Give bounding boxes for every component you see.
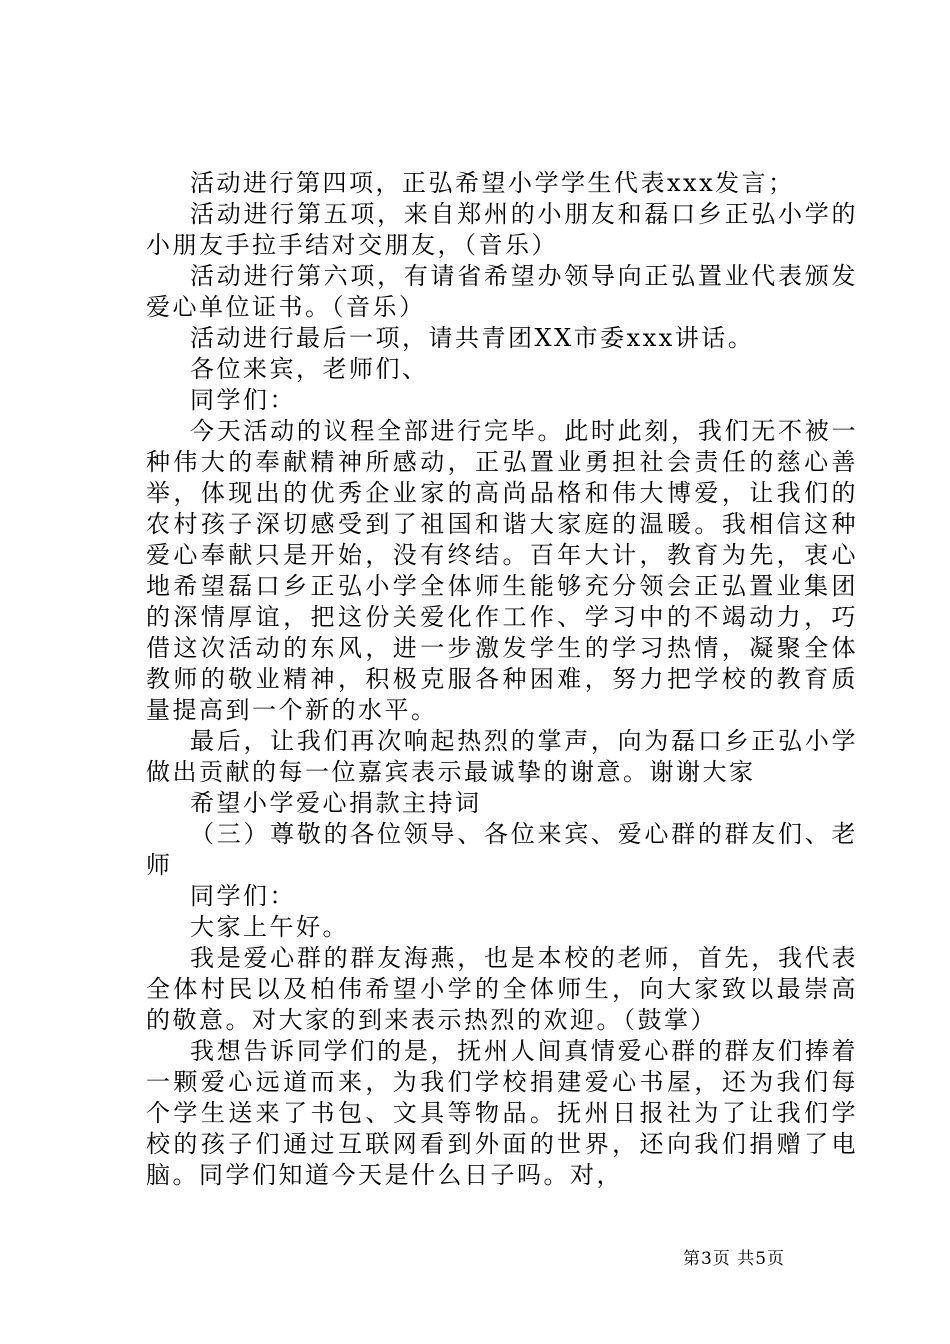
paragraph: （三）尊敬的各位领导、各位来宾、爱心群的群友们、老师 — [146, 820, 858, 879]
paragraph: 大家上午好。 — [190, 913, 349, 941]
paragraph: 同学们： — [190, 386, 296, 414]
paragraph: 活动进行第六项，有请省希望办领导向正弘置业代表颁发爱心单位证书。（音乐） — [146, 262, 858, 321]
page-number-footer: 第3页 共5页 — [683, 1249, 786, 1269]
paragraph: 今天活动的议程全部进行完毕。此时此刻，我们无不被一种伟大的奉献精神所感动，正弘置业勇担社会责任的慈心善举，体现出的优秀企业家的高尚品格和伟大博爱，让我们的农村孩子深切感受到了祖国和谐大家庭的温暖。我相信这种爱心奉献只是开始，没有终结。百年大计，教育为先，衷心地希望磊口乡正弘小学全体师生能够充分领会正弘置业集团的深情厚谊，把这份关爱化作工作、学习中的不竭动力，巧借这次活动的东风，进一步激发学生的学习热情，凝聚全体教师的敬业精神，积极克服各种困难，努力把学校的教育质量提高到一个新的水平。 — [146, 417, 858, 724]
paragraph: 各位来宾，老师们、 — [190, 355, 429, 383]
paragraph: 希望小学爱心捐款主持词 — [190, 789, 482, 817]
paragraph: 同学们： — [190, 882, 296, 910]
paragraph: 我是爱心群的群友海燕，也是本校的老师，首先，我代表全体村民以及柏伟希望小学的全体师生，向大家致以最崇高的敬意。对大家的到来表示热烈的欢迎。（鼓掌） — [146, 944, 858, 1034]
document-body — [146, 168, 858, 1191]
paragraph: 活动进行最后一项，请共青团XX市委xxx讲话。 — [190, 324, 755, 352]
paragraph: 活动进行第五项，来自郑州的小朋友和磊口乡正弘小学的小朋友手拉手结对交朋友，（音乐） — [146, 200, 858, 259]
paragraph: 活动进行第四项，正弘希望小学学生代表xxx发言； — [190, 169, 795, 197]
paragraph: 最后，让我们再次响起热烈的掌声，向为磊口乡正弘小学做出贡献的每一位嘉宾表示最诚挚的谢意。谢谢大家 — [146, 727, 858, 786]
paragraph: 我想告诉同学们的是，抚州人间真情爱心群的群友们捧着一颗爱心远道而来，为我们学校捐建爱心书屋，还为我们每个学生送来了书包、文具等物品。抚州日报社为了让我们学校的孩子们通过互联网看到外面的世界，还向我们捐赠了电脑。同学们知道今天是什么日子吗。对， — [146, 1037, 858, 1189]
